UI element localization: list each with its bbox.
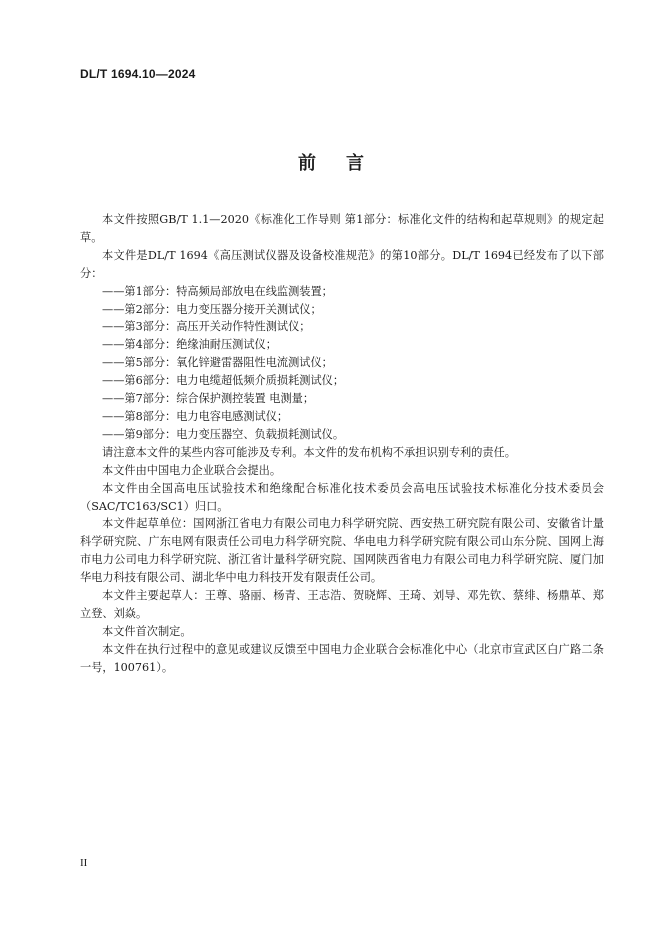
- patent-notice: 请注意本文件的某些内容可能涉及专利。本文件的发布机构不承担识别专利的责任。: [102, 445, 516, 459]
- paragraph: 本文件是DL/T 1694《高压测试仪器及设备校准规范》的第10部分。DL/T 1694已经发布了以下部分：: [80, 248, 604, 280]
- part-list-item: ——第6部分：电力电缆超低频介质损耗测试仪；: [102, 374, 345, 388]
- drafting-units: 本文件起草单位：国网浙江省电力有限公司电力科学研究院、西安热工研究院有限公司、安徽省计量科学研究院、广东电网有限责任公司电力科学研究院、华电电力科学研究院有限公司山东分院、国网上海市电力公司电力科学研究院、浙江省计量科学研究院、国网陕西省电力有限公司电力科学研究院、厦门加华电力科技有限公司、湖北华中电力科技开发有限责任公司。: [80, 517, 604, 585]
- part-list-item: ——第1部分：特高频局部放电在线监测装置；: [102, 284, 333, 298]
- foreword-body: [80, 211, 604, 677]
- part-list-item: ——第7部分：综合保护测控装置 电测量；: [102, 392, 315, 406]
- first-edition: 本文件首次制定。: [102, 624, 192, 638]
- page-title: 前言: [298, 153, 394, 174]
- part-list-item: ——第8部分：电力电容电感测试仪；: [102, 409, 289, 423]
- part-list-item: ——第5部分：氧化锌避雷器阻性电流测试仪；: [102, 356, 333, 370]
- part-list-item: ——第9部分：电力变压器空、负载损耗测试仪。: [102, 427, 345, 441]
- document-code: DL/T 1694.10—2024: [80, 67, 196, 81]
- part-list-item: ——第4部分：绝缘油耐压测试仪；: [102, 338, 277, 352]
- feedback: 本文件在执行过程中的意见或建议反馈至中国电力企业联合会标准化中心（北京市宣武区白广路二条一号，100761）。: [80, 642, 604, 674]
- drafters: 本文件主要起草人：王尊、骆丽、杨青、王志浩、贺晓辉、王琦、刘导、邓先钦、蔡绯、杨鼎革、郑立登、刘焱。: [80, 589, 604, 620]
- proposer: 本文件由中国电力企业联合会提出。: [102, 463, 282, 477]
- page-number: II: [80, 857, 88, 869]
- part-list-item: ——第3部分：高压开关动作特性测试仪；: [102, 320, 311, 334]
- committee: 本文件由全国高电压试验技术和绝缘配合标准化技术委员会高电压试验技术标准化分技术委员会（SAC/TC163/SC1）归口。: [80, 481, 604, 513]
- paragraph: 本文件按照GB/T 1.1—2020《标准化工作导则 第1部分：标准化文件的结构和起草规则》的规定起草。: [80, 213, 604, 244]
- part-list-item: ——第2部分：电力变压器分接开关测试仪；: [102, 302, 322, 316]
